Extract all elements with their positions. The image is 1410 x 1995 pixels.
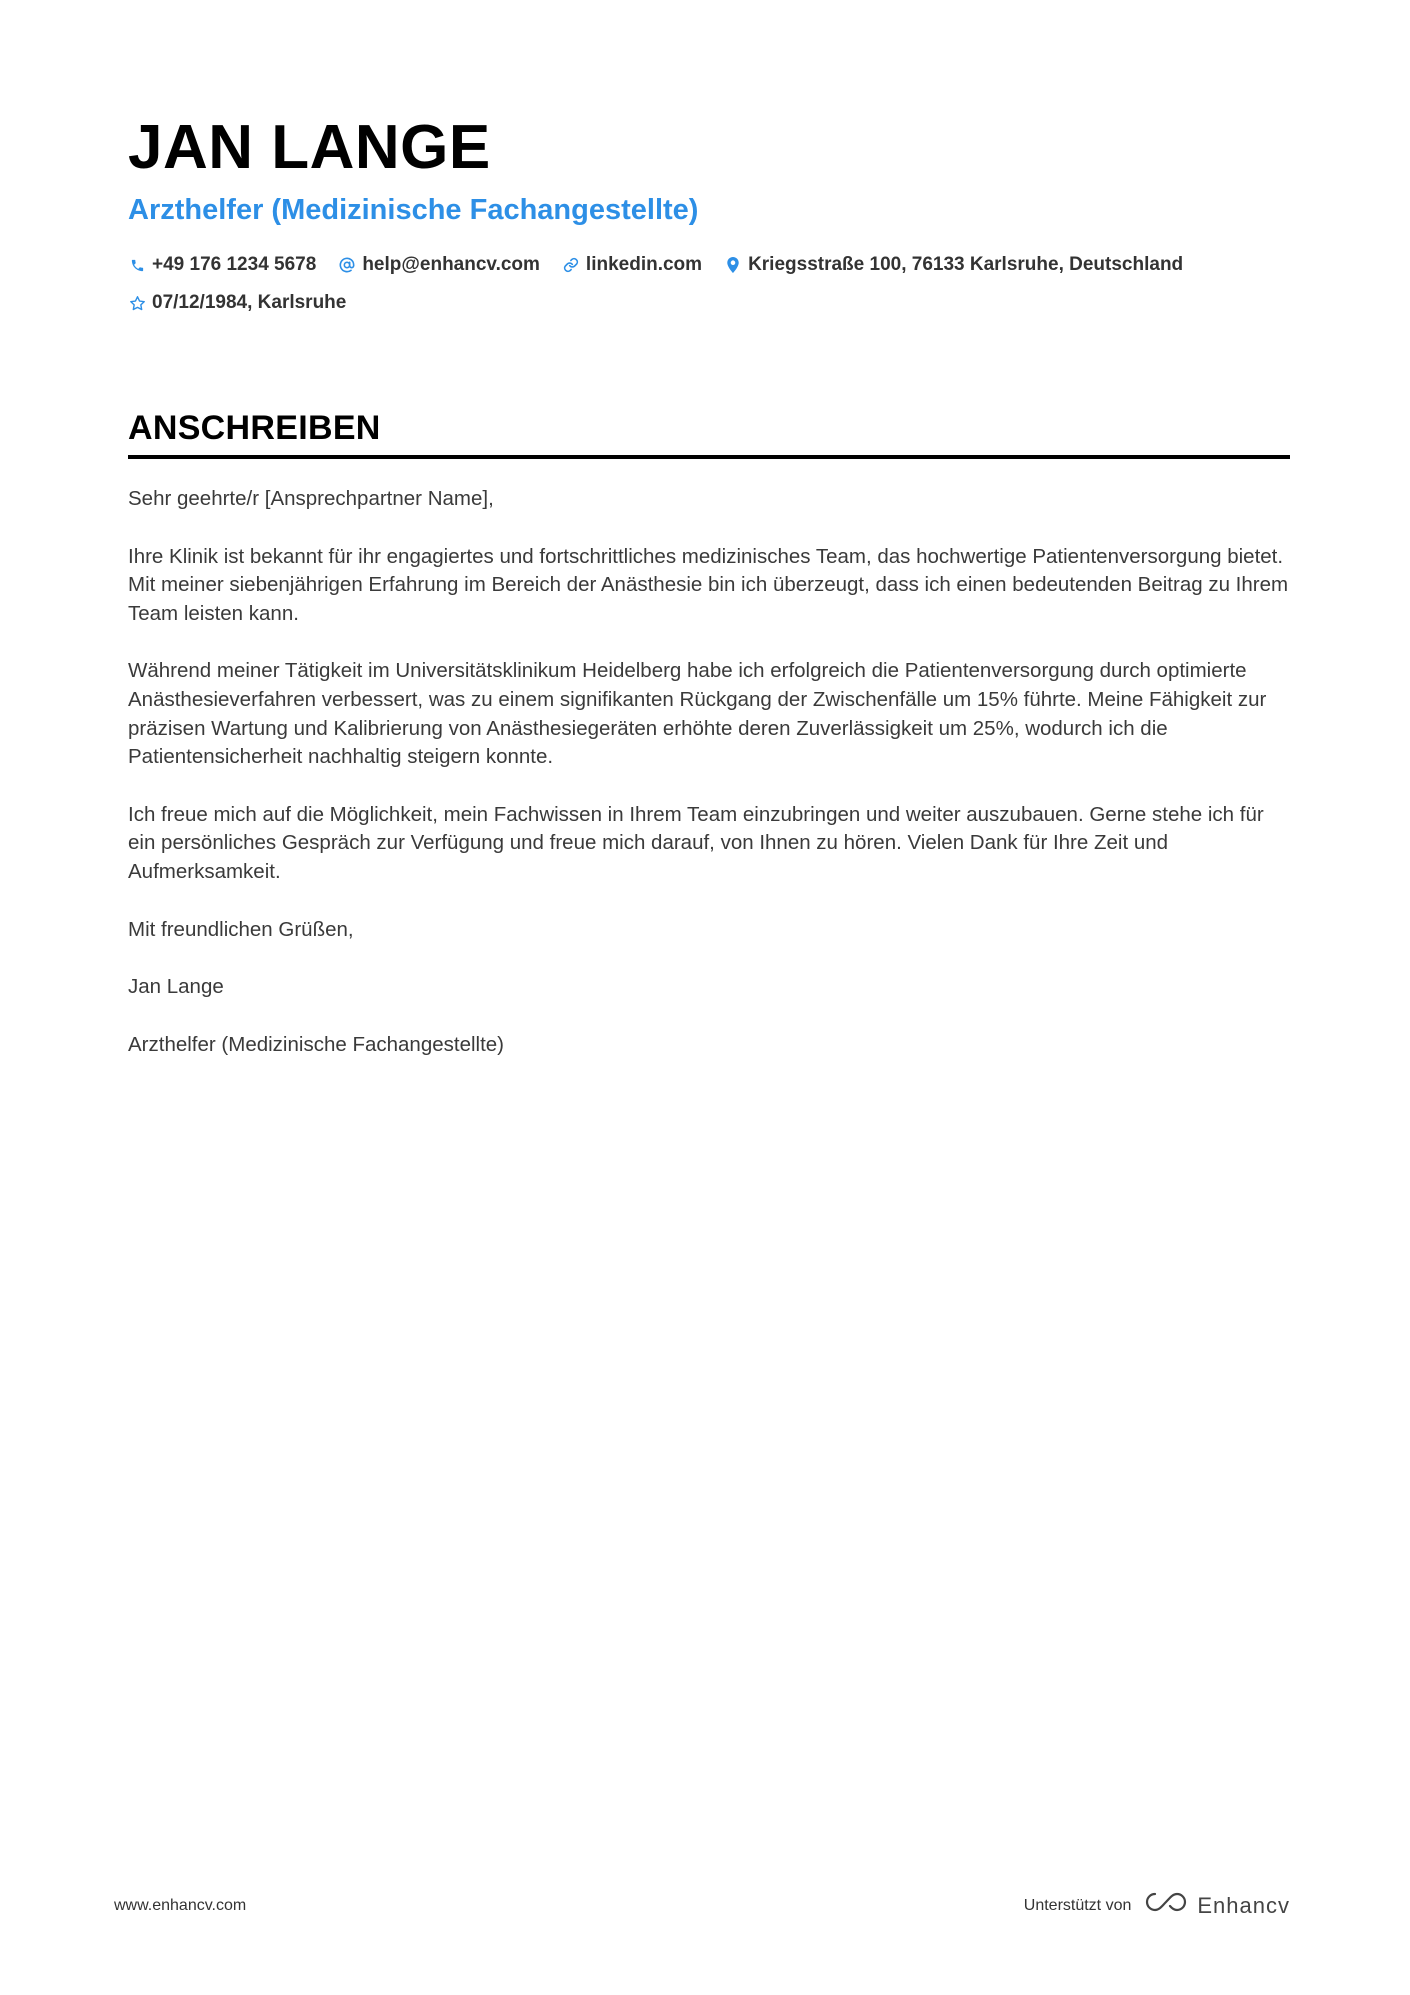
linkedin-text[interactable]: linkedin.com — [585, 254, 703, 275]
contact-phone — [128, 250, 316, 280]
at-sign-icon — [338, 256, 356, 274]
star-icon — [128, 294, 146, 312]
contact-email[interactable] — [338, 250, 540, 280]
brand-name: Enhancv — [1197, 1893, 1290, 1918]
contact-address — [724, 250, 1183, 280]
footer-branding — [1024, 1890, 1290, 1922]
enhancv-logo[interactable] — [1143, 1890, 1290, 1922]
letter-body — [128, 485, 1290, 1059]
signature-title: Arzthelfer (Medizinische Fachangestellte) — [128, 1032, 504, 1056]
letter-paragraph: Während meiner Tätigkeit im Universitätsklinikum Heidelberg habe ich erfolgreich die Patientenversorgung durch optimierte Anästhesieverfahren verbessert, was zu einem signifikanten Rückgang der Zwischenfälle um 15% führte. Meine Fähigkeit zur präzisen Wartung und Kalibrierung von Anästhesiegeräten erhöhte deren Zuverlässigkeit um 25%, wodurch ich die Patientensicherheit nachhaltig steigern konnte. — [128, 659, 1267, 769]
cover-letter-section — [128, 405, 1290, 1088]
header — [128, 108, 1288, 318]
contact-birth — [128, 288, 346, 318]
section-title: ANSCHREIBEN — [128, 409, 381, 447]
footer-website[interactable]: www.enhancv.com — [114, 1897, 247, 1914]
infinity-icon — [1143, 1890, 1189, 1922]
closing: Mit freundlichen Grüßen, — [128, 917, 354, 941]
phone-icon — [128, 256, 146, 274]
address-text: Kriegsstraße 100, 76133 Karlsruhe, Deutschland — [748, 254, 1184, 275]
letter-paragraph: Ihre Klinik ist bekannt für ihr engagiertes und fortschrittliches medizinisches Team, das hochwertige Patientenversorgung bietet. Mit meiner siebenjährigen Erfahrung im Bereich der Anästhesie bin ich überzeugt, dass ich einen bedeutenden Beitrag zu Ihrem Team leisten kann. — [128, 544, 1289, 625]
signature-name: Jan Lange — [128, 975, 224, 999]
phone-text: +49 176 1234 5678 — [152, 254, 317, 275]
email-text[interactable]: help@enhancv.com — [362, 254, 540, 275]
letter-paragraph: Ich freue mich auf die Möglichkeit, mein Fachwissen in Ihrem Team einzubringen und weiter auszubauen. Gerne stehe ich für ein persönliches Gespräch zur Verfügung und freue mich darauf, von Ihnen zu hören. Vielen Dank für Ihre Zeit und Aufmerksamkeit. — [128, 802, 1264, 883]
applicant-name: JAN LANGE — [128, 113, 491, 182]
link-icon — [562, 256, 580, 274]
salutation: Sehr geehrte/r [Ansprechpartner Name], — [128, 487, 494, 510]
contact-linkedin[interactable] — [562, 250, 702, 280]
contact-list — [128, 250, 1288, 318]
map-pin-icon — [724, 256, 742, 274]
section-divider — [128, 455, 1290, 459]
powered-by-label: Unterstützt von — [1023, 1897, 1132, 1914]
birth-text: 07/12/1984, Karlsruhe — [152, 292, 347, 313]
job-title: Arzthelfer (Medizinische Fachangestellte) — [128, 194, 699, 226]
